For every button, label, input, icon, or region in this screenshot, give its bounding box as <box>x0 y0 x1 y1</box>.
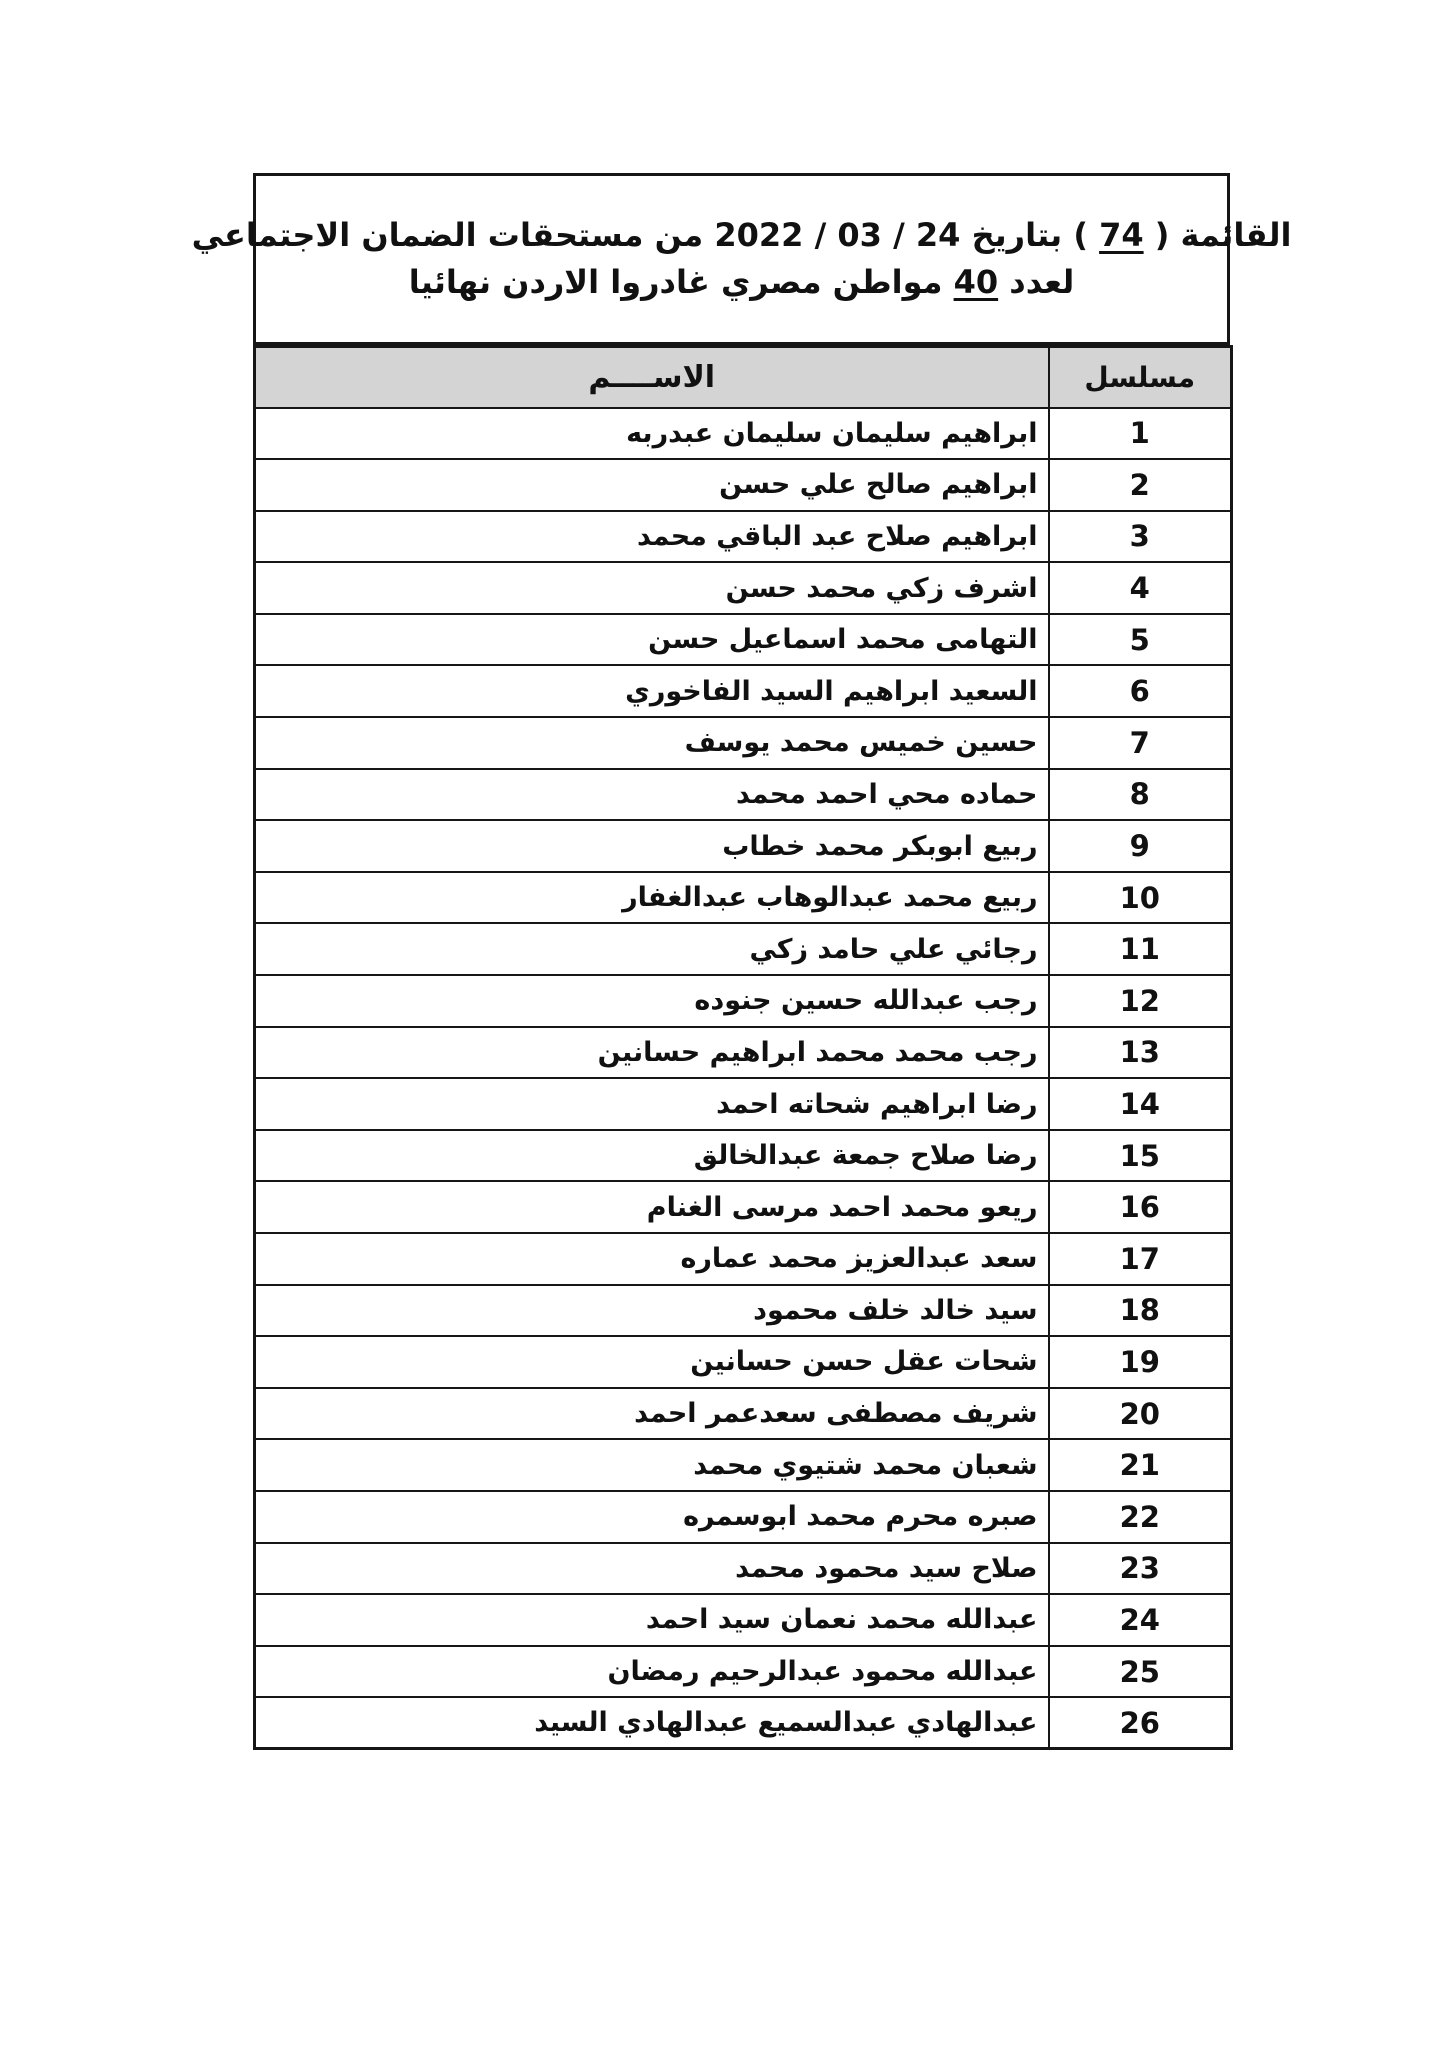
serial-cell: 17 <box>1049 1233 1232 1285</box>
title-line1-post: ) بتاريخ 24 / 03 / 2022 من مستحقات الضمان الاجتماعي <box>191 216 1100 255</box>
title-line-1 <box>192 217 1292 254</box>
serial-cell: 21 <box>1049 1439 1232 1491</box>
table-body <box>255 408 1232 1749</box>
serial-cell: 14 <box>1049 1078 1232 1130</box>
serial-cell: 5 <box>1049 614 1232 666</box>
serial-cell: 22 <box>1049 1491 1232 1543</box>
serial-cell: 2 <box>1049 459 1232 511</box>
name-cell: سعد عبدالعزيز محمد عماره <box>255 1233 1049 1285</box>
list-number: 74 <box>1099 216 1144 255</box>
serial-cell: 18 <box>1049 1285 1232 1337</box>
serial-cell: 10 <box>1049 872 1232 924</box>
name-cell: ابراهيم صالح علي حسن <box>255 459 1049 511</box>
serial-cell: 12 <box>1049 975 1232 1027</box>
table-row <box>255 1130 1232 1182</box>
table-row <box>255 1336 1232 1388</box>
name-cell: رضا ابراهيم شحاته احمد <box>255 1078 1049 1130</box>
name-cell: عبدالهادي عبدالسميع عبدالهادي السيد <box>255 1697 1049 1749</box>
serial-cell: 1 <box>1049 408 1232 460</box>
serial-cell: 13 <box>1049 1027 1232 1079</box>
title-line2-post: مواطن مصري غادروا الاردن نهائيا <box>408 263 954 301</box>
worker-count: 40 <box>953 263 999 301</box>
table-row <box>255 459 1232 511</box>
serial-cell: 26 <box>1049 1697 1232 1749</box>
table-row <box>255 1543 1232 1595</box>
name-cell: السعيد ابراهيم السيد الفاخوري <box>255 665 1049 717</box>
name-cell: حماده محي احمد محمد <box>255 769 1049 821</box>
header-serial-cell: مسلسل <box>1049 347 1232 408</box>
name-cell: رجب محمد محمد ابراهيم حسانين <box>255 1027 1049 1079</box>
table-row <box>255 1285 1232 1337</box>
title-line1-pre: القائمة ( <box>1143 216 1292 255</box>
table-row <box>255 562 1232 614</box>
table-row <box>255 1233 1232 1285</box>
table-row <box>255 1594 1232 1646</box>
table-row <box>255 1491 1232 1543</box>
name-cell: شعبان محمد شتيوي محمد <box>255 1439 1049 1491</box>
table-row <box>255 614 1232 666</box>
table-row <box>255 975 1232 1027</box>
table-row <box>255 1646 1232 1698</box>
serial-cell: 23 <box>1049 1543 1232 1595</box>
serial-cell: 6 <box>1049 665 1232 717</box>
name-cell: سيد خالد خلف محمود <box>255 1285 1049 1337</box>
name-cell: عبدالله محمد نعمان سيد احمد <box>255 1594 1049 1646</box>
header-row <box>255 347 1232 408</box>
serial-cell: 4 <box>1049 562 1232 614</box>
table-row <box>255 820 1232 872</box>
table-row <box>255 1078 1232 1130</box>
table-row <box>255 408 1232 460</box>
header-name-cell: الاســــم <box>255 347 1049 408</box>
name-cell: ابراهيم صلاح عبد الباقي محمد <box>255 511 1049 563</box>
table-row <box>255 1388 1232 1440</box>
serial-cell: 20 <box>1049 1388 1232 1440</box>
name-cell: ريعو محمد احمد مرسى الغنام <box>255 1181 1049 1233</box>
title-box <box>191 173 1292 345</box>
title-line2-pre: لعدد <box>998 263 1075 301</box>
table-row <box>255 769 1232 821</box>
table-row <box>255 1697 1232 1749</box>
table-row <box>255 717 1232 769</box>
serial-cell: 9 <box>1049 820 1232 872</box>
table-row <box>255 1027 1232 1079</box>
name-cell: صبره محرم محمد ابوسمره <box>255 1491 1049 1543</box>
table-row <box>255 1439 1232 1491</box>
name-cell: ربيع محمد عبدالوهاب عبدالغفار <box>255 872 1049 924</box>
name-cell: التهامى محمد اسماعيل حسن <box>255 614 1049 666</box>
serial-cell: 7 <box>1049 717 1232 769</box>
names-table <box>253 345 1233 1750</box>
serial-cell: 25 <box>1049 1646 1232 1698</box>
name-cell: ابراهيم سليمان سليمان عبدربه <box>255 408 1049 460</box>
table-row <box>255 872 1232 924</box>
name-cell: رضا صلاح جمعة عبدالخالق <box>255 1130 1049 1182</box>
serial-cell: 16 <box>1049 1181 1232 1233</box>
table-row <box>255 1181 1232 1233</box>
name-cell: ربيع ابوبكر محمد خطاب <box>255 820 1049 872</box>
serial-cell: 8 <box>1049 769 1232 821</box>
name-cell: عبدالله محمود عبدالرحيم رمضان <box>255 1646 1049 1698</box>
serial-cell: 11 <box>1049 923 1232 975</box>
name-cell: حسين خميس محمد يوسف <box>255 717 1049 769</box>
name-cell: رجائي علي حامد زكي <box>255 923 1049 975</box>
table-row <box>255 511 1232 563</box>
name-cell: رجب عبدالله حسين جنوده <box>255 975 1049 1027</box>
name-cell: صلاح سيد محمود محمد <box>255 1543 1049 1595</box>
table-header <box>255 347 1232 408</box>
title-line-2 <box>409 264 1075 301</box>
serial-cell: 15 <box>1049 1130 1232 1182</box>
serial-cell: 3 <box>1049 511 1232 563</box>
name-cell: شريف مصطفى سعدعمر احمد <box>255 1388 1049 1440</box>
table-row <box>255 665 1232 717</box>
name-cell: شحات عقل حسن حسانين <box>255 1336 1049 1388</box>
table-row <box>255 923 1232 975</box>
serial-cell: 19 <box>1049 1336 1232 1388</box>
serial-cell: 24 <box>1049 1594 1232 1646</box>
name-cell: اشرف زكي محمد حسن <box>255 562 1049 614</box>
